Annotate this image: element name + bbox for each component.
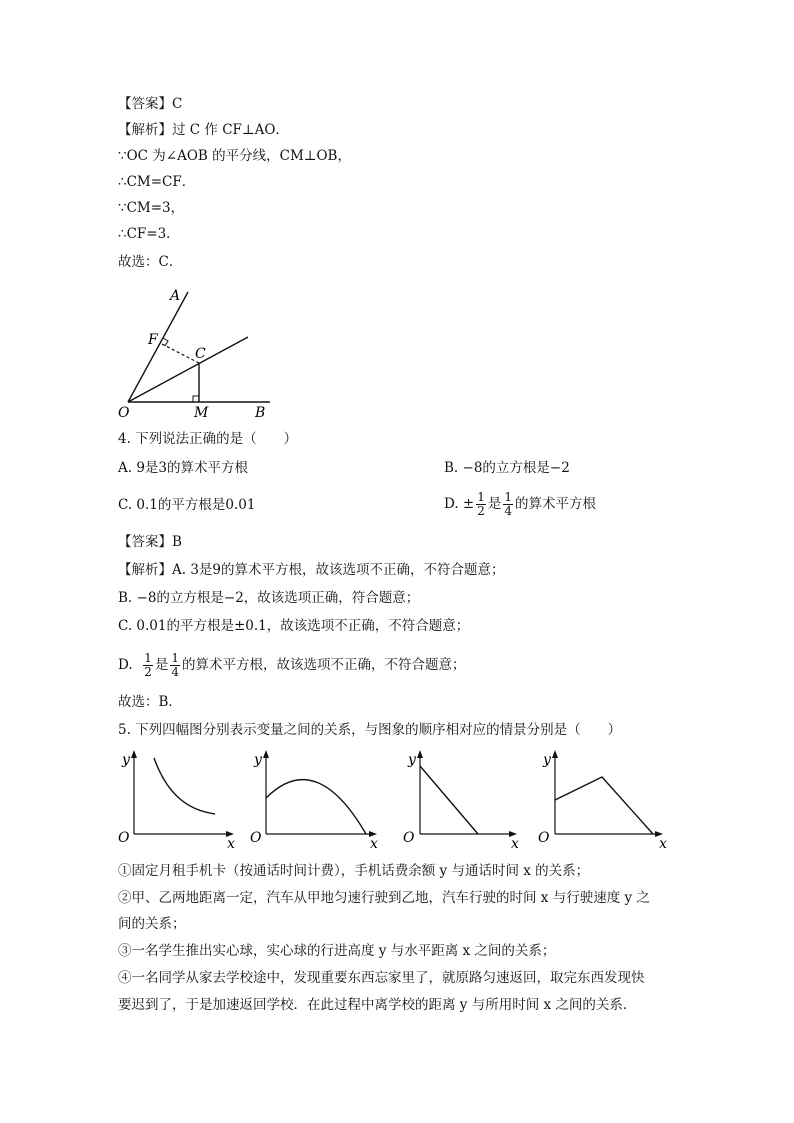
label-b: B bbox=[255, 405, 266, 421]
graph-3-line bbox=[420, 766, 478, 834]
q5-stem: 5. 下列四幅图分别表示变量之间的关系，与图象的顺序相对应的情景分别是（ ） bbox=[118, 722, 622, 738]
q5-scenario-1: ①固定月租手机卡（按通话时间计费），手机话费余额 y 与通话时间 x 的关系； bbox=[118, 863, 590, 879]
fraction-one-quarter-b: $\frac{1}{4}$ bbox=[171, 651, 180, 679]
graph-2-y-label: y bbox=[254, 752, 262, 768]
label-f: F bbox=[148, 332, 158, 348]
q4-option-d-suffix: 的算术平方根 bbox=[515, 496, 597, 512]
q3-angle-figure bbox=[110, 282, 290, 422]
q5-graph-3 bbox=[398, 746, 528, 854]
q3-analysis-text: 过 C 作 CF⊥AO． bbox=[172, 122, 289, 138]
graph-1-curve bbox=[154, 758, 215, 814]
q5-scenario-4a: ④一名同学从家去学校途中，发现重要东西忘家里了，就原路匀速返回，取完东西发现快 bbox=[118, 970, 645, 986]
q3-analysis-line-1 bbox=[118, 120, 289, 140]
q5-scenario-3: ③一名学生推出实心球，实心球的行进高度 y 与水平距离 x 之间的关系； bbox=[118, 943, 556, 959]
q3-answer: 【答案】C bbox=[118, 96, 183, 112]
graph-2-x-label: x bbox=[370, 836, 378, 852]
graph-1-x-label: x bbox=[227, 836, 235, 852]
q4-analysis-d-prefix: D. bbox=[118, 657, 133, 673]
q3-analysis-line-3: ∴CM=CF． bbox=[118, 174, 196, 190]
q4-analysis-d-mid: 是 bbox=[154, 657, 169, 673]
graph-3-x-label: x bbox=[511, 836, 519, 852]
graph-3-y-label: y bbox=[408, 752, 416, 768]
fraction-one-quarter: $\frac{1}{4}$ bbox=[504, 490, 513, 518]
fraction-one-half-b: $\frac{1}{2}$ bbox=[144, 651, 152, 679]
q4-analysis-a: 【解析】A. 3是9的算术平方根，故该选项不正确，不符合题意； bbox=[118, 562, 505, 578]
q5-scenario-2b: 间的关系； bbox=[118, 916, 186, 932]
q5-graph-1 bbox=[112, 746, 242, 854]
graph-2-curve bbox=[266, 780, 366, 834]
graph-4-x-label: x bbox=[659, 836, 667, 852]
q3-analysis-tag: 【解析】 bbox=[118, 122, 172, 138]
q5-scenario-4b: 要迟到了，于是加速返回学校．在此过程中离学校的距离 y 与所用时间 x 之间的关系． bbox=[118, 997, 637, 1013]
q4-option-d-prefix: D. ± bbox=[444, 496, 475, 512]
q5-scenario-2a: ②甲、乙两地距离一定，汽车从甲地匀速行驶到乙地，汽车行驶的时间 x 与行驶速度 y 之 bbox=[118, 890, 650, 906]
q4-analysis-c: C. 0.01的平方根是±0.1，故该选项不正确，不符合题意； bbox=[118, 618, 470, 634]
q5-graph-2 bbox=[248, 746, 388, 854]
q3-select: 故选：C． bbox=[118, 254, 183, 270]
right-angle-mark-m bbox=[193, 396, 199, 402]
q4-select: 故选：B． bbox=[118, 694, 182, 710]
graph-2-origin: O bbox=[250, 830, 262, 846]
q4-option-c: C. 0.1的平方根是0.01 bbox=[118, 497, 256, 513]
q4-analysis-d-suffix: 的算术平方根，故该选项不正确，不符合题意； bbox=[182, 657, 466, 673]
fraction-one-half: $\frac{1}{2}$ bbox=[477, 490, 485, 518]
label-o: O bbox=[118, 405, 130, 421]
q3-analysis-line-2: ∵OC 为∠AOB 的平分线，CM⊥OB， bbox=[118, 148, 351, 164]
graph-1-y-label: y bbox=[122, 752, 130, 768]
q4-stem: 4. 下列说法正确的是（ ） bbox=[118, 431, 298, 447]
label-m: M bbox=[194, 405, 209, 421]
q4-option-a: A. 9是3的算术平方根 bbox=[118, 460, 249, 476]
graph-4-line bbox=[555, 777, 653, 834]
q4-option-d bbox=[444, 487, 596, 521]
graph-4-y-label: y bbox=[543, 752, 551, 768]
q4-option-b: B. −8的立方根是−2 bbox=[444, 460, 570, 476]
segment-cf-dashed bbox=[160, 343, 199, 363]
q4-answer: 【答案】B bbox=[118, 534, 182, 550]
q4-analysis-b: B. −8的立方根是−2，故该选项正确，符合题意； bbox=[118, 590, 420, 606]
label-c: C bbox=[195, 346, 206, 362]
label-a: A bbox=[170, 288, 181, 304]
q4-analysis-d bbox=[118, 648, 466, 682]
q4-option-d-mid: 是 bbox=[487, 496, 502, 512]
graph-3-origin: O bbox=[403, 830, 415, 846]
graph-1-origin: O bbox=[118, 830, 130, 846]
q5-graph-4 bbox=[535, 746, 675, 854]
graph-4-origin: O bbox=[538, 830, 550, 846]
q3-analysis-line-4: ∵CM=3， bbox=[118, 200, 185, 216]
q3-analysis-line-5: ∴CF=3． bbox=[118, 226, 180, 242]
